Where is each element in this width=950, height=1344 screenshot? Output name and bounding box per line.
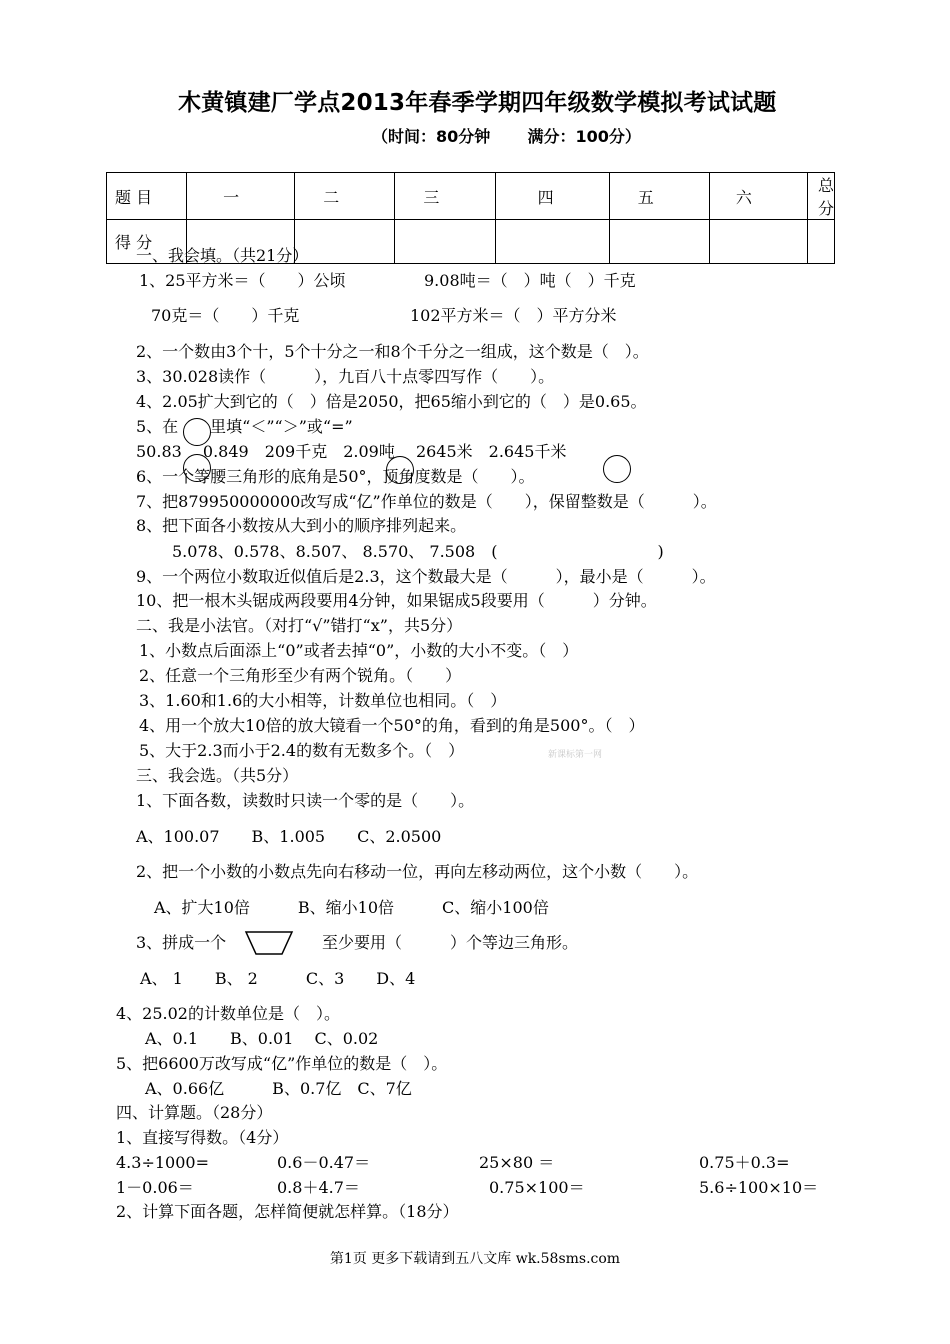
question-8: 8、把下面各小数按从大到小的顺序排列起来。 xyxy=(136,516,467,535)
calc-item: 5.6÷100×10＝ xyxy=(699,1178,819,1197)
time-label: （时间：80分钟 xyxy=(372,127,491,146)
score-cell[interactable] xyxy=(807,220,834,264)
choice-2-options: A、扩大10倍 B、缩小10倍 C、缩小100倍 xyxy=(154,898,549,917)
question-5: 5、在 里填“＜”“＞”或“=” xyxy=(136,417,353,436)
compare-circle[interactable] xyxy=(603,455,631,483)
judge-1: 1、小数点后面添上“0”或者去掉“0”，小数的大小不变。（ ） xyxy=(139,641,579,660)
exam-info xyxy=(372,124,641,147)
judge-4: 4、用一个放大10倍的放大镜看一个50°的角，看到的角是500°。（ ） xyxy=(139,716,645,735)
calc-item: 0.75＋0.3= xyxy=(699,1153,790,1172)
trapezoid-icon xyxy=(244,930,294,956)
judge-5: 5、大于2.3而小于2.4的数有无数多个。（ ） xyxy=(139,741,465,760)
choice-5: 5、把6600万改写成“亿”作单位的数是（ ）。 xyxy=(116,1054,448,1073)
score-table-row-label: 得 分 xyxy=(107,220,187,264)
choice-1-options: A、100.07 B、1.005 C、2.0500 xyxy=(136,827,442,846)
choice-3-start: 3、拼成一个 xyxy=(136,933,227,952)
question-3: 3、30.028读作（ ），九百八十点零四写作（ ）。 xyxy=(136,367,555,386)
score-table-header-cell: 题 目 xyxy=(107,173,187,220)
question-1b: 9.08吨＝（ ）吨（ ）千克 xyxy=(424,271,636,290)
section-3-heading: 三、我会选。（共5分） xyxy=(136,766,299,785)
question-1c: 70克＝（ ）千克 xyxy=(151,306,300,325)
score-cell[interactable] xyxy=(295,220,395,264)
compare-circle[interactable] xyxy=(183,418,211,446)
question-5-items: 50.83 0.849 209千克 2.09吨 2645米 2.645千米 xyxy=(136,442,567,461)
judge-3: 3、1.60和1.6的大小相等，计数单位也相同。（ ） xyxy=(139,691,507,710)
watermark: 新课标第一网 xyxy=(548,750,603,760)
calc-item: 0.8＋4.7＝ xyxy=(277,1178,360,1197)
score-cell[interactable] xyxy=(709,220,807,264)
choice-2: 2、把一个小数的小数点先向右移动一位，再向左移动两位，这个小数（ ）。 xyxy=(136,862,699,881)
score-table-header-row xyxy=(107,173,835,220)
calc-item: 0.6－0.47＝ xyxy=(277,1153,371,1172)
score-table-header-cell: 六 xyxy=(709,173,807,220)
question-4: 4、2.05扩大到它的（ ）倍是2050，把65缩小到它的（ ）是0.65。 xyxy=(136,392,647,411)
calc-item: 0.75×100＝ xyxy=(489,1178,585,1197)
choice-3-options: A、 1 B、 2 C、3 D、4 xyxy=(140,969,416,988)
score-table-header-cell: 三 xyxy=(395,173,495,220)
question-1d: 102平方米＝（ ）平方分米 xyxy=(410,306,617,325)
compare-circle[interactable] xyxy=(386,456,414,484)
choice-1: 1、下面各数，读数时只读一个零的是（ ）。 xyxy=(136,791,475,810)
choice-5-options: A、0.66亿 B、0.7亿 C、7亿 xyxy=(145,1079,412,1098)
choice-3-end: 至少要用（ ）个等边三角形。 xyxy=(322,933,579,952)
choice-4: 4、25.02的计数单位是（ ）。 xyxy=(116,1004,340,1023)
compare-circle[interactable] xyxy=(183,454,211,482)
score-table-header-cell: 一 xyxy=(187,173,295,220)
judge-2: 2、任意一个三角形至少有两个锐角。（ ） xyxy=(139,666,462,685)
page-footer: 第1页 更多下载请到五八文库 wk.58sms.com xyxy=(329,1251,621,1267)
question-9: 9、一个两位小数取近似值后是2.3，这个数最大是（ ），最小是（ ）。 xyxy=(136,567,716,586)
score-cell[interactable] xyxy=(495,220,609,264)
full-score-label: 满分：100分） xyxy=(527,127,641,146)
question-6: 6、一个等腰三角形的底角是50°，顶角度数是（ ）。 xyxy=(136,467,535,486)
calc-item: 4.3÷1000= xyxy=(116,1153,209,1172)
score-table-header-cell: 二 xyxy=(295,173,395,220)
question-1a: 1、25平方米＝（ ）公顷 xyxy=(139,271,346,290)
page-title: 木黄镇建厂学点2013年春季学期四年级数学模拟考试试题 xyxy=(178,90,777,116)
question-7: 7、把879950000000改写成“亿”作单位的数是（ ），保留整数是（ ）。 xyxy=(136,492,717,511)
section-2-heading: 二、我是小法官。（对打“√”错打“x”，共5分） xyxy=(136,616,463,635)
score-table-header-cell: 四 xyxy=(495,173,609,220)
calc-item: 25×80 ＝ xyxy=(479,1153,555,1172)
question-10: 10、把一根木头锯成两段要用4分钟，如果锯成5段要用（ ）分钟。 xyxy=(136,591,657,610)
question-2: 2、一个数由3个十，5个十分之一和8个千分之一组成，这个数是（ ）。 xyxy=(136,342,649,361)
score-cell[interactable] xyxy=(395,220,495,264)
section-4-heading: 四、计算题。（28分） xyxy=(116,1103,273,1122)
choice-4-options: A、0.1 B、0.01 C、0.02 xyxy=(145,1029,379,1048)
calc-item: 1－0.06＝ xyxy=(116,1178,194,1197)
calc-2-heading: 2、计算下面各题，怎样简便就怎样算。（18分） xyxy=(116,1202,459,1221)
score-table-header-cell: 五 xyxy=(609,173,709,220)
question-8-numbers: 5.078、0.578、8.507、 8.570、 7.508 ( ) xyxy=(172,542,664,561)
score-cell[interactable] xyxy=(609,220,709,264)
calc-1-heading: 1、直接写得数。（4分） xyxy=(116,1128,289,1147)
section-1-heading: 一、我会填。（共21分） xyxy=(136,246,309,265)
score-table-header-cell: 总 分 xyxy=(807,173,834,220)
